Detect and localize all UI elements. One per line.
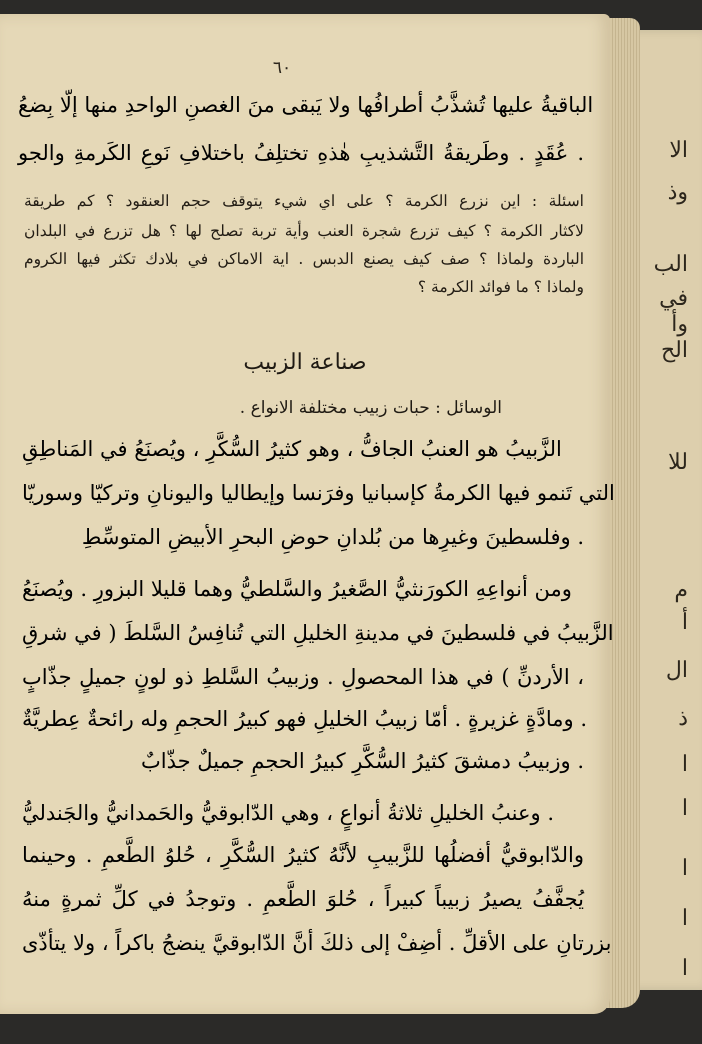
body-line: التي تَنمو فيها الكرمةُ كإسبانيا وفرَنسا وإيطاليا واليونانِ وتركيّا وسوريّا	[22, 481, 615, 505]
questions-line: الباردة ولماذا ؟ صف كيف يصنع الدبس . اية الاماكن في بلادك تكثر فيها الكروم	[24, 250, 584, 268]
facing-page-fragment: ا	[681, 956, 688, 981]
body-line: ومن أنواعِهِ الكورَنثيُّ الصَّغيرُ والسَّلطيُّ وهما قليلا البزورِ . ويُصنَعُ	[22, 577, 572, 601]
body-line: الأردنِّ ) في هذا المحصولِ . وزبيبُ السَّلطِ ذو لونٍ جميلٍ جذّابٍ ،	[22, 665, 585, 689]
questions-line: لاكثار الكرمة ؟ كيف تزرع شجرة العنب وأية تربة تصلح لها ؟ هل تزرع في البلدان	[24, 222, 584, 240]
facing-page-fragment: وأ	[671, 312, 688, 337]
facing-page-fragment: في	[659, 286, 688, 311]
facing-page-fragment: ا	[681, 906, 688, 931]
facing-page-fragment: الب	[653, 252, 688, 277]
questions-line: اسئلة : اين نزرع الكرمة ؟ على اي شيء يتوقف حجم العنقود ؟ كم طريقة	[24, 192, 584, 210]
means-line: الوسائل : حبات زبيب مختلفة الانواع .	[239, 398, 502, 418]
book-page	[0, 14, 615, 1014]
section-heading: صناعة الزبيب	[243, 350, 367, 375]
facing-page-fragment: ا	[681, 856, 688, 881]
facing-page-fragment: للا	[668, 450, 688, 475]
facing-page-fragment: الا	[669, 138, 688, 163]
body-line: وفلسطينَ وغيرِها من بُلدانِ حوضِ البحرِ الأبيضِ المتوسِّطِ .	[81, 525, 584, 549]
body-line: الزَّبيبُ في فلسطينَ في مدينةِ الخليلِ التي تُنافِسُ السَّلطَ ( في شرقِ	[22, 621, 614, 645]
facing-page-fragment: ا	[681, 796, 688, 821]
body-line: الزَّبيبُ هو العنبُ الجافُّ ، وهو كثيرُ السُّكَّرِ ، ويُصنَعُ في المَناطِقِ	[22, 437, 562, 461]
page-number: ٦٠	[272, 58, 292, 78]
body-line: بزرتانِ على الأقلِّ . أضِفْ إلى ذلكَ أنَّ الدّابوقيَّ ينضجُ باكراً ، ولا يتأذّى	[22, 931, 612, 955]
questions-line: ولماذا ؟ ما فوائد الكرمة ؟	[417, 278, 584, 296]
facing-page-fragment: أ	[681, 610, 688, 635]
facing-page-fragment: ذ	[678, 706, 688, 731]
body-line: وزبيبُ دمشقَ كثيرُ السُّكَّرِ كبيرُ الحجمِ جميلٌ جذّابٌ .	[141, 749, 584, 773]
body-line: والدّابوقيُّ أفضلُها للزَّبيبِ لأنَّهُ كثيرُ السُّكَّرِ ، حُلوُ الطَّعمِ . وحينما	[22, 843, 584, 867]
intro-line: عُقَدٍ . وطَريقةُ التَّشذيبِ هٰذهِ تختلِفُ باختلافِ نَوعِ الكَرمةِ والجو .	[18, 141, 584, 165]
body-line: وعنبُ الخليلِ ثلاثةُ أنواعٍ ، وهي الدّابوقيُّ والحَمدانيُّ والجَندليُّ .	[22, 801, 555, 825]
facing-page-fragment: م	[674, 578, 688, 603]
facing-page-fragment: ال	[665, 658, 688, 683]
body-line: يُجفَّفُ يصيرُ زبيباً كبيراً ، حُلوَ الطَّعمِ . وتوجدُ في كلِّ ثمرةٍ منهُ	[22, 887, 584, 911]
intro-line: الباقيةُ عليها تُشذَّبُ أطرافُها ولا يَبقى منَ الغصنِ الواحدِ منها إلّا بِضعُ	[18, 93, 594, 117]
facing-page-fragment: وذ	[667, 180, 688, 205]
facing-page-fragment: ا	[681, 752, 688, 777]
body-line: ومادَّةٍ غزيرةٍ . أمّا زبيبُ الخليلِ فهو كبيرُ الحجمِ وله رائحةٌ عِطريَّةٌ .	[22, 707, 588, 731]
facing-page-fragment: الح	[660, 338, 688, 363]
